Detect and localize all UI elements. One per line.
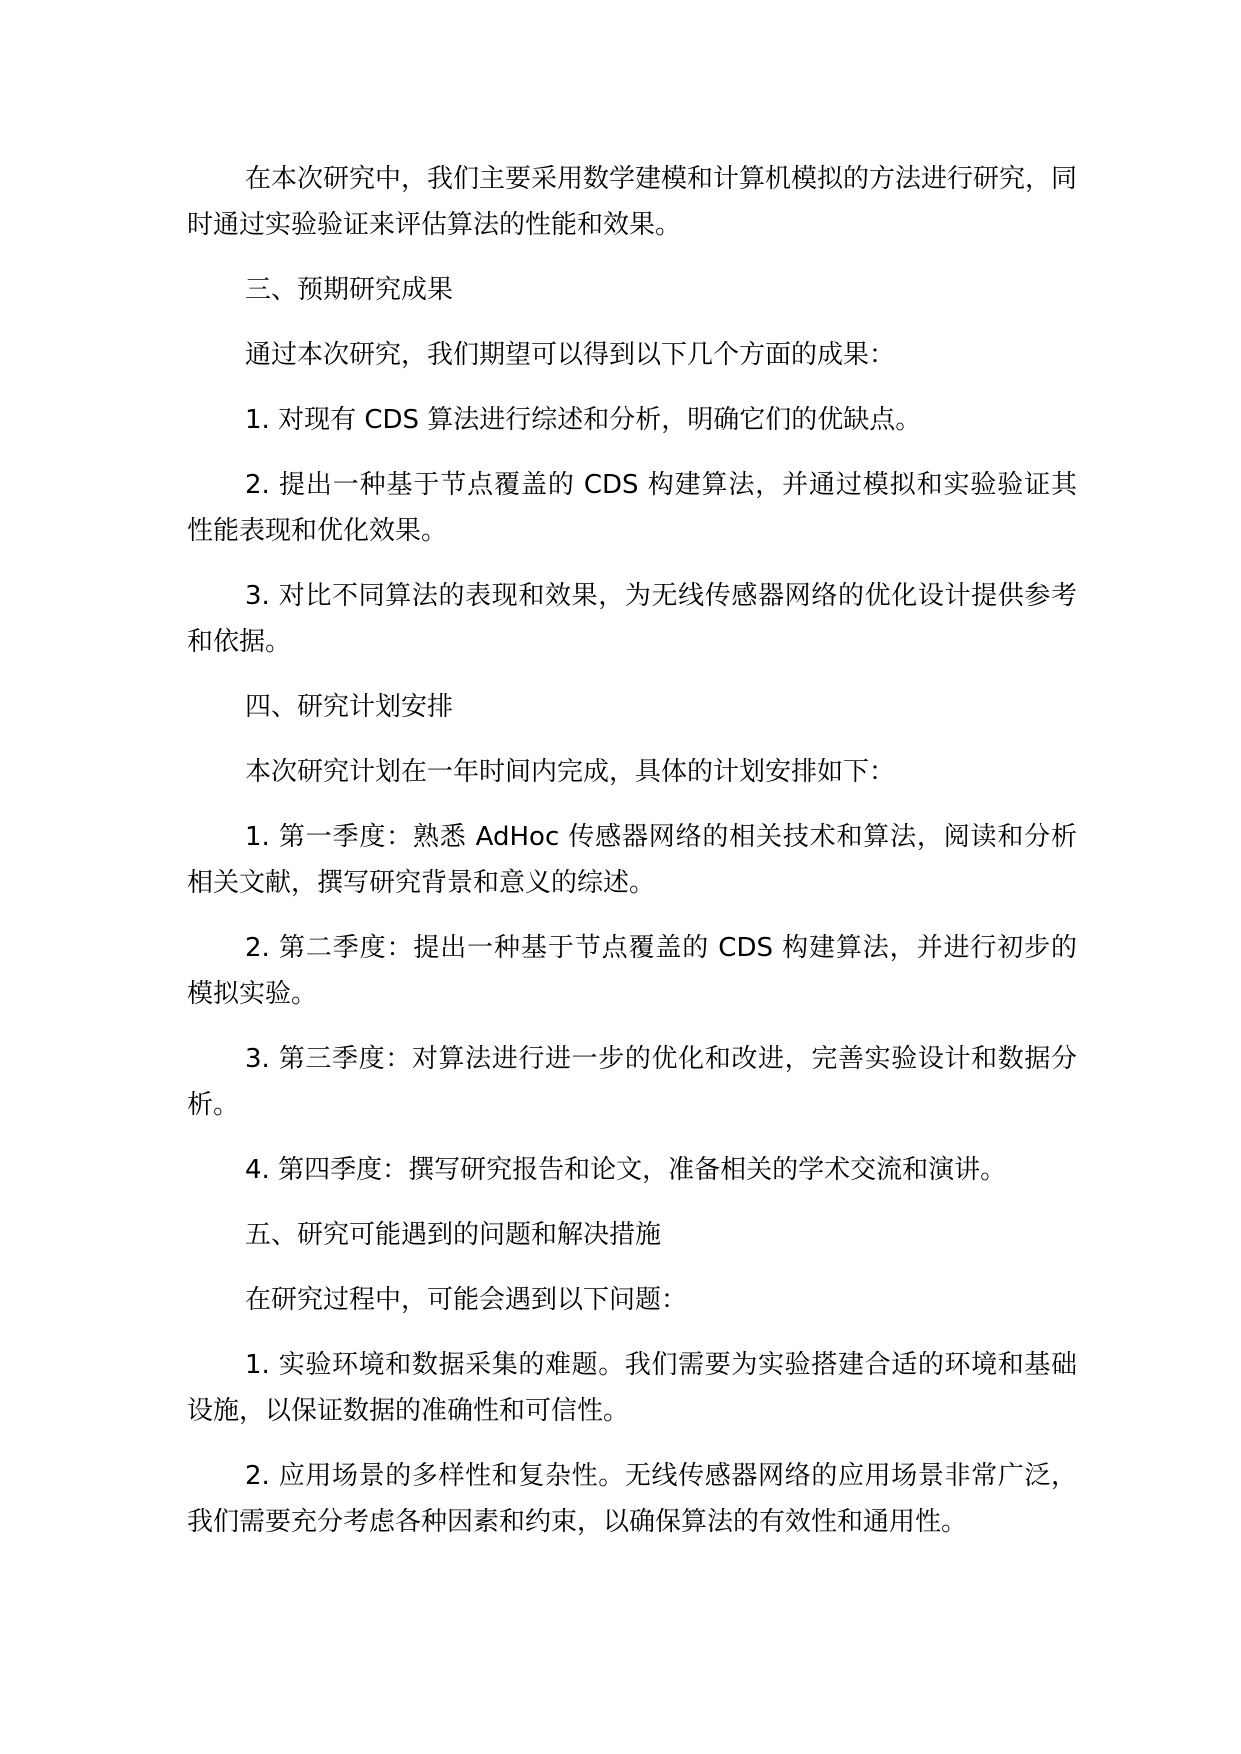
section-heading-problems-solutions: 五、研究可能遇到的问题和解决措施 xyxy=(245,1220,662,1250)
list-item-plan-q1: 1. 第一季度：熟悉 AdHoc 传感器网络的相关技术和算法，阅读和分析相关文献，撰写研究背景和意义的综述。 xyxy=(187,822,1077,898)
list-item-result-3: 3. 对比不同算法的表现和效果，为无线传感器网络的优化设计提供参考和依据。 xyxy=(187,581,1077,657)
list-item-plan-q3: 3. 第三季度：对算法进行进一步的优化和改进，完善实验设计和数据分析。 xyxy=(187,1044,1077,1120)
list-item-plan-q4: 4. 第四季度：撰写研究报告和论文，准备相关的学术交流和演讲。 xyxy=(245,1155,1007,1185)
paragraph-research-plan-intro: 本次研究计划在一年时间内完成，具体的计划安排如下： xyxy=(245,757,896,787)
list-item-plan-q2: 2. 第二季度：提出一种基于节点覆盖的 CDS 构建算法，并进行初步的模拟实验。 xyxy=(187,933,1077,1009)
list-item-problem-2: 2. 应用场景的多样性和复杂性。无线传感器网络的应用场景非常广泛，我们需要充分考虑各种因素和约束，以确保算法的有效性和通用性。 xyxy=(187,1461,1077,1537)
section-heading-expected-results: 三、预期研究成果 xyxy=(245,275,454,305)
list-item-result-1: 1. 对现有 CDS 算法进行综述和分析，明确它们的优缺点。 xyxy=(245,405,922,435)
paragraph-methodology: 在本次研究中，我们主要采用数学建模和计算机模拟的方法进行研究，同时通过实验验证来评估算法的性能和效果。 xyxy=(187,164,1078,240)
paragraph-expected-results-intro: 通过本次研究，我们期望可以得到以下几个方面的成果： xyxy=(245,340,896,370)
list-item-result-2: 2. 提出一种基于节点覆盖的 CDS 构建算法，并通过模拟和实验验证其性能表现和优化效果。 xyxy=(187,470,1077,546)
section-heading-research-plan: 四、研究计划安排 xyxy=(245,692,454,722)
document-page xyxy=(187,156,1077,1545)
paragraph-problems-intro: 在研究过程中，可能会遇到以下问题： xyxy=(245,1285,688,1315)
list-item-problem-1: 1. 实验环境和数据采集的难题。我们需要为实验搭建合适的环境和基础设施，以保证数据的准确性和可信性。 xyxy=(187,1350,1077,1426)
